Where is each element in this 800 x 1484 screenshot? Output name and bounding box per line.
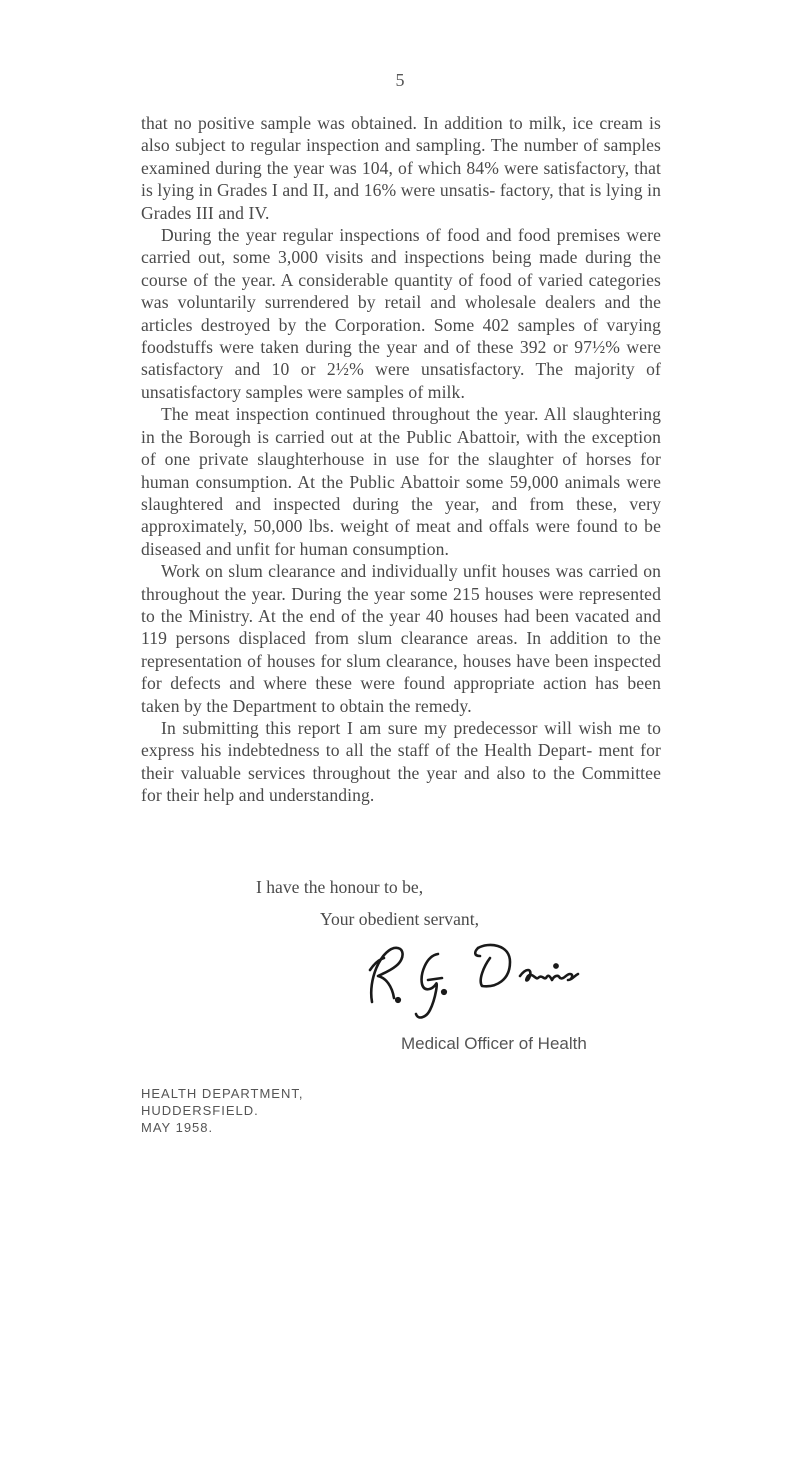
- paragraph-meat-inspection: The meat inspection continued throughout the year. All slaughtering in the Borough is carried out at the Public Abattoir, with the exception of one private slaughterhouse in use for the slaughter of horses for human consumption. At the Public Abattoir some 59,000 animals were slaughtered and inspected during the year, and from these, very approximately, 50,000 lbs. weight of meat and offals were found to be diseased and unfit for human consumption.: [141, 404, 661, 559]
- address-line-date: MAY 1958.: [141, 1120, 214, 1135]
- closing-servant: Your obedient servant,: [320, 909, 479, 929]
- paragraph-ice-cream: that no positive sample was obtained. In addition to milk, ice cream is also subject to regular inspection and sampling. The number of samples examined during the year was 104, of which 84% were satisfactory, that is lying in Grades I and II, and 16% were unsatis- factory, that is lying in Grades III and IV.: [141, 113, 661, 223]
- address-block: [141, 1085, 303, 1136]
- page-number: 5: [395, 70, 405, 90]
- signatory-title: Medical Officer of Health: [401, 1034, 587, 1053]
- paragraph-acknowledgement: In submitting this report I am sure my predecessor will wish me to express his indebtedness to all the staff of the Health Depart- ment for their valuable services throughout the year and also to the Committee for their help and understanding.: [141, 717, 661, 806]
- handwritten-signature: [360, 940, 600, 1022]
- paragraph-food-inspection: During the year regular inspections of food and food premises were carried out, some 3,000 visits and inspections being made during the course of the year. A considerable quantity of food of varied categories was voluntarily surrendered by retail and wholesale dealers and the articles destroyed by the Corporation. Some 402 samples of varying foodstuffs were taken during the year and of these 392 or 97½% were satisfactory and 10 or 2½% were unsatisfactory. The majority of unsatisfactory samples were samples of milk.: [141, 225, 661, 402]
- closing-honour: I have the honour to be,: [256, 877, 424, 897]
- paragraph-slum-clearance: Work on slum clearance and individually unfit houses was carried on throughout the year. During the year some 215 houses were represented to the Ministry. At the end of the year 40 houses had been vacated and 119 persons displaced from slum clearance areas. In addition to the representation of houses for slum clearance, houses have been inspected for defects and where these were found appropriate action has been taken by the Department to obtain the remedy.: [141, 561, 661, 716]
- address-line-department: HEALTH DEPARTMENT,: [141, 1086, 304, 1101]
- address-line-town: HUDDERSFIELD.: [141, 1103, 259, 1118]
- report-body: [141, 112, 661, 807]
